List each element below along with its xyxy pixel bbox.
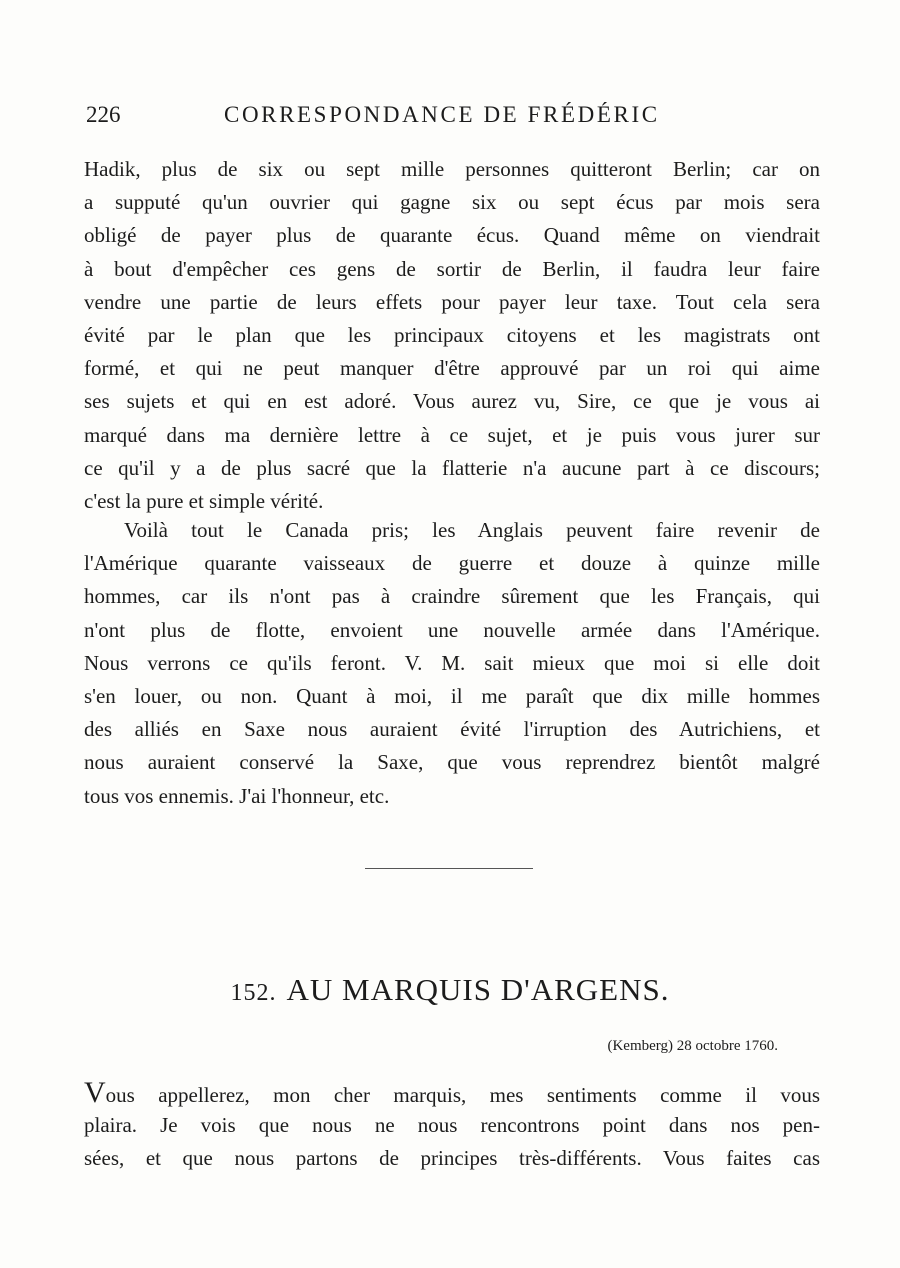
text-line: à bout d'empêcher ces gens de sortir de Berlin, il faudra leur faire [84,256,820,281]
text-line: s'en louer, ou non. Quant à moi, il me paraît que dix mille hommes [84,683,820,708]
letter-body [84,1076,820,1176]
text-line: Voilà tout le Canada pris; les Anglais peuvent faire revenir de [124,518,820,542]
text-line: c'est la pure et simple vérité. [84,488,324,513]
letter-title: AU MARQUIS D'ARGENS. [286,972,670,1007]
text-line: des alliés en Saxe nous auraient évité l'irruption des Autrichiens, et [84,717,820,742]
text-line: nous auraient conservé la Saxe, que vous reprendrez bientôt malgré [84,750,820,775]
text-line: hommes, car ils n'ont pas à craindre sûrement que les Français, qui [84,584,820,609]
text-line: évité par le plan que les principaux citoyens et les magistrats ont [84,322,820,347]
running-header [86,102,696,132]
paragraph-continued [84,153,820,518]
text-line: plaira. Je vois que nous ne nous rencontrons point dans nos pen- [84,1113,820,1138]
text-line: obligé de payer plus de quarante écus. Quand même on viendrait [84,223,820,248]
text-line-rest: ous appellerez, mon cher marquis, mes sentiments comme il vous [105,1083,820,1107]
drop-cap: V [84,1076,106,1109]
text-line: tous vos ennemis. J'ai l'honneur, etc. [84,783,390,808]
text-line: ce qu'il y a de plus sacré que la flatterie n'a aucune part à ce discours; [84,455,820,480]
letter-number: 152. [230,980,277,1006]
letter-heading [0,972,900,1008]
text-line: l'Amérique quarante vaisseaux de guerre et douze à quinze mille [84,551,820,576]
running-title: CORRESPONDANCE DE FRÉDÉRIC [224,102,660,127]
text-line: marqué dans ma dernière lettre à ce sujet, et je puis vous jurer sur [84,422,820,447]
text-line: sées, et que nous partons de principes très-différents. Vous faites cas [84,1146,820,1171]
text-line: ses sujets et qui en est adoré. Vous aurez vu, Sire, ce que je vous ai [84,389,820,414]
text-line: a supputé qu'un ouvrier qui gagne six ou sept écus par mois sera [84,190,820,215]
text-line: formé, et qui ne peut manquer d'être approuvé par un roi qui aime [84,356,820,381]
page-number: 226 [86,102,121,127]
section-divider [365,868,533,869]
dateline: (Kemberg) 28 octobre 1760. [607,1038,778,1054]
text-line: vendre une partie de leurs effets pour payer leur taxe. Tout cela sera [84,289,820,314]
text-line [84,1076,820,1109]
text-line: Nous verrons ce qu'ils feront. V. M. sait mieux que moi si elle doit [84,650,820,675]
text-line: n'ont plus de flotte, envoient une nouvelle armée dans l'Amérique. [84,617,820,642]
paragraph-canada [84,514,820,813]
text-line: Hadik, plus de six ou sept mille personnes quitteront Berlin; car on [84,157,820,181]
